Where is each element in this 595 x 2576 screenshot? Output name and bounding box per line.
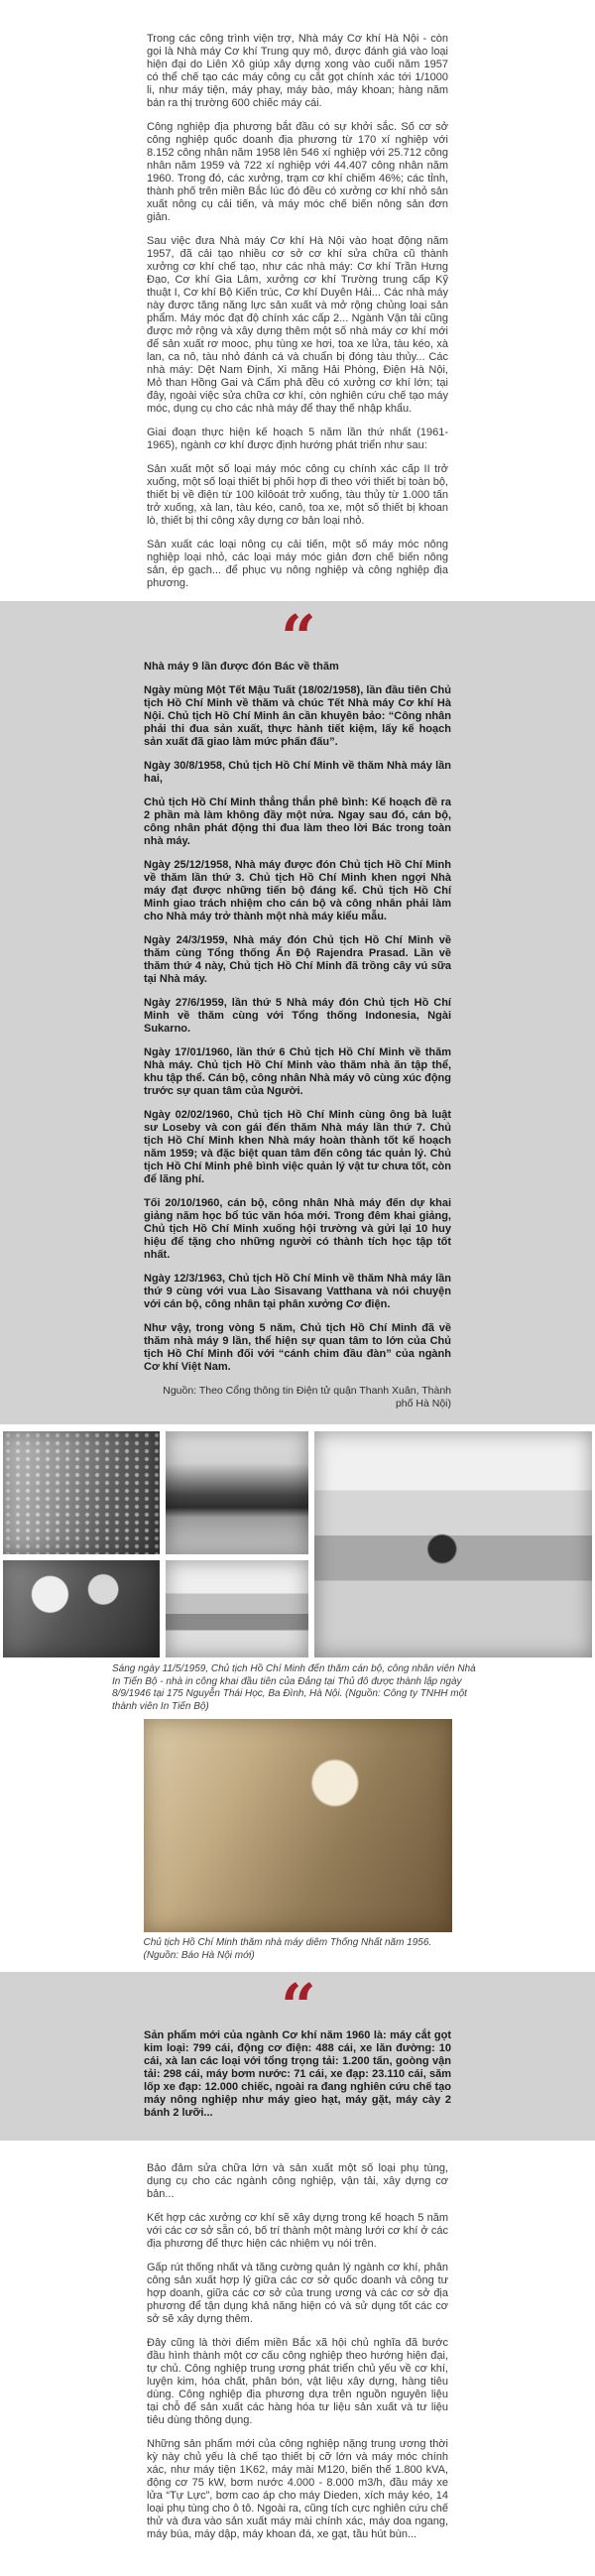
quote-paragraph: Chủ tịch Hồ Chí Minh thẳng thắn phê bình: Kế hoạch đề ra 2 phần mà làm không đầy một nửa. Ngay sau đó, cán bộ, công nhân phát động thi đua làm theo lời Bác trong toàn nhà máy.	[144, 797, 451, 847]
quote-section-visits	[0, 601, 595, 1424]
quote-section-products	[0, 1972, 595, 2141]
closing-paragraph: Gấp rút thống nhất và tăng cường quản lý ngành cơ khí, phân công sản xuất hợp lý giữa các cơ sở quốc doanh và công tư hợp doanh, giữa các cơ sở của trung ương và các cơ sở địa phương để tận dụng khả năng hiện có và sử dụng tốt các cơ sở sẽ xây dựng thêm.	[147, 2262, 448, 2325]
quote-section-heading: Nhà máy 9 lần được đón Bác về thăm	[144, 661, 339, 673]
quote-paragraph: Ngày 27/6/1959, lần thứ 5 Nhà máy đón Chủ tịch Hồ Chí Minh về thăm cùng với Tổng thống Indonesia, Ngài Sukarno.	[144, 997, 451, 1035]
quote-paragraph: Ngày mùng Một Tết Mậu Tuất (18/02/1958), lần đầu tiên Chủ tịch Hồ Chí Minh về thăm và chúc Tết Nhà máy Cơ khí Hà Nội. Chủ tịch Hồ Chí Minh ân cần khuyên bảo: “Công nhân phải thi đua sản xuất, thực hành tiết kiệm, lấy kế hoạch sản xuất đã giao làm mức phấn đấu”.	[144, 684, 451, 748]
quote-paragraph: Sản phẩm mới của ngành Cơ khí năm 1960 là: máy cắt gọt kim loại: 799 cái, động cơ điện: 488 cái, xe lăn đường: 10 cái, xà lan các loại với tổng trọng tải: 1.200 tấn, goòng vận tải: 298 cái, máy bơm nước: 71 cái, xe đạp: 23.110 cái, săm lốp xe đạp: 12.000 chiếc, ngoài ra đang nghiên cứu chế tạo máy nông nghiệp như máy gieo hạt, máy gặt, máy cày 2 bánh 2 lưỡi...	[144, 2029, 451, 2119]
single-photo-caption-line1: Chủ tịch Hồ Chí Minh thăm nhà máy diêm Thống Nhất năm 1956.	[143, 1937, 432, 1948]
quote-source-credit: Nguồn: Theo Cổng thông tin Điện tử quận Thanh Xuân, Thành phố Hà Nội)	[163, 1385, 451, 1410]
photo-ho-chi-minh-visiting-workshop	[314, 1431, 592, 1657]
open-quote-icon: “	[281, 601, 314, 674]
photo-ho-chi-minh-speaking-to-crowd	[3, 1431, 160, 1554]
single-photo-caption	[144, 1937, 452, 1962]
quote-paragraph: Ngày 12/3/1963, Chủ tịch Hồ Chí Minh về thăm Nhà máy lần thứ 9 cùng với vua Lào Sisavang Vatthana và nói chuyện với cán bộ, công nhân tại phân xưởng Cơ điện.	[144, 1273, 451, 1310]
closing-paragraph: Những sản phẩm mới của công nghiệp nặng trung ương thời kỳ này chủ yếu là chế tạo thiết bị cỡ lớn và máy móc chính xác, như máy tiện 1K62, máy mài M120, biến thế 1.800 kVA, động cơ 75 kW, bơm nước 4.000 - 8.000 m3/h, đầu máy xe lửa “Tự Lực”, bơm cao áp cho máy Dieden, xích máy kéo, 14 loại phụ tùng cho ô tô. Ngoài ra, cũng tích cực nghiên cứu chế thử và đưa vào sản xuất máy mài chính xác, máy doa ngang, máy búa, máy dập, máy khoan đá, xe gạt, tầu hút bùn...	[147, 2438, 448, 2540]
photo-collage	[0, 1431, 595, 1657]
photo-factory-floor-with-machine	[166, 1560, 308, 1657]
intro-paragraph: Trong các công trình viện trợ, Nhà máy Cơ khí Hà Nội - còn gọi là Nhà máy Cơ khí Trung quy mô, được đánh giá vào loại hiện đại do Liên Xô giúp xây dựng xong vào cuối năm 1957 có thể chế tạo các máy công cụ cắt gọt chính xác tới 1/1000 li, như máy tiện, máy phay, máy bào, máy khoan; hàng năm bán ra thị trường 600 chiếc máy cái.	[147, 33, 448, 109]
quote-paragraph: Ngày 25/12/1958, Nhà máy được đón Chủ tịch Hồ Chí Minh về thăm lần thứ 3. Chủ tịch Hồ Chí Minh khen ngợi Nhà máy đạt được những tiến bộ đáng kể. Chủ tịch Hồ Chí Minh giao trách nhiệm cho cán bộ và công nhân phải làm cho Nhà máy trở thành một nhà máy kiểu mẫu.	[144, 859, 451, 922]
quote-paragraph: Ngày 24/3/1959, Nhà máy đón Chủ tịch Hồ Chí Minh về thăm cùng Tổng thống Ấn Độ Rajendra Prasad. Lần về thăm thứ 4 này, Chủ tịch Hồ Chí Minh đã trồng cây vú sữa tại Nhà máy.	[144, 934, 451, 985]
photo-ho-chi-minh-with-group-of-workers	[3, 1560, 160, 1657]
closing-paragraph: Kết hợp các xưởng cơ khí sẽ xây dựng trong kế hoạch 5 năm với các cơ sở sẵn có, bố trí thành một màng lưới cơ khí ở các địa phương để thực hiện các nhiệm vụ nói trên.	[147, 2212, 448, 2250]
quote-paragraph: Ngày 30/8/1958, Chủ tịch Hồ Chí Minh về thăm Nhà máy lần hai,	[144, 760, 451, 785]
open-quote-icon: “	[281, 1970, 314, 2042]
intro-paragraph: Công nghiệp địa phương bắt đầu có sự khởi sắc. Số cơ sở công nghiệp quốc doanh địa phương từ 170 xí nghiệp với 8.152 công nhân năm 1958 lên 546 xí nghiệp với 25.712 công nhân năm 1959 và 722 xí nghiệp với 44.407 công nhân năm 1960. Trong đó, các xưởng, trạm cơ khí chiếm 46%; các tỉnh, thành phố trên miền Bắc lúc đó đều có xưởng cơ khí nhỏ sản xuất nông cụ cải tiến, và máy móc chế biến nông sản đơn giản.	[147, 121, 448, 223]
photo-ho-chi-minh-match-factory-visit	[144, 1719, 452, 1932]
closing-paragraph: Bảo đảm sửa chữa lớn và sản xuất một số loại phụ tùng, dụng cụ cho các ngành công nghiệp, vận tải, xây dựng cơ bản...	[147, 2162, 448, 2200]
intro-paragraph: Sau việc đưa Nhà máy Cơ khí Hà Nội vào hoạt động năm 1957, đã cải tạo nhiều cơ sở cơ khí sửa chữa cũ thành xưởng cơ khí chế tạo, như các nhà máy: Cơ khí Trần Hưng Đạo, Cơ khí Gia Lâm, xưởng cơ khí Trường trung cấp Kỹ thuật I, Cơ khí Bộ Kiến trúc, Cơ khí Duyên Hải... Các nhà máy này được tăng năng lực sản xuất và mở rộng chủng loại sản phẩm. Máy móc đạt độ chính xác cấp 2... Ngành Vận tải cũng được mở rộng và xây dựng thêm một số nhà máy cơ khí mới để sản xuất rơ mooc, phụ tùng xe hơi, toa xe lửa, tàu kéo, xà lan, ca nô, tàu nhỏ đánh cá và chuẩn bị đóng tàu thủy... Các nhà máy: Dệt Nam Định, Xi măng Hải Phòng, Điện Hà Nội, Mỏ than Hồng Gai và Cẩm phả đều có xưởng cơ khí lớn; tại đây, ngoài việc sửa chữa cơ khí, còn nghiên cứu chế tạo máy móc, dụng cụ cho các nhà máy để thay thế nhập khẩu.	[147, 235, 448, 415]
intro-paragraph: Sản xuất một số loại máy móc công cụ chính xác cấp II trở xuống, một số loại thiết bị phối hợp đi theo với thiết bị toàn bộ, thiết bị về điện từ 100 kilôoát trở xuống, tàu thủy từ 1.000 tấn trở xuống, xà lan, tàu kéo, canô, toa xe, một số thiết bị khoan lò, thiết bị thi công xây dựng cơ bản loại nhỏ.	[147, 463, 448, 527]
quote-paragraph: Tối 20/10/1960, cán bộ, công nhân Nhà máy đến dự khai giảng năm học bổ túc văn hóa mới. Trong đêm khai giảng, Chủ tịch Hồ Chí Minh xuống hội trường và gửi lại 10 huy hiệu để tặng cho những người có thành tích học tập tốt nhất.	[144, 1197, 451, 1261]
quote-paragraph: Ngày 02/02/1960, Chủ tịch Hồ Chí Minh cùng ông bà luật sư Loseby và con gái đến thăm Nhà máy lần thứ 7. Chủ tịch Hồ Chí Minh khen Nhà máy hoàn thành tốt kế hoạch năm 1959; và đặc biệt quan tâm đến công tác quản lý. Chủ tịch Hồ Chí Minh phê bình việc quản lý vật tư chưa tốt, còn để lãng phí.	[144, 1109, 451, 1185]
quote-paragraph: Như vậy, trong vòng 5 năm, Chủ tịch Hồ Chí Minh đã về thăm nhà máy 9 lần, thể hiện sự quan tâm to lớn của Chủ tịch Hồ Chí Minh đối với “cánh chim đầu đàn” của ngành Cơ khí Việt Nam.	[144, 1322, 451, 1373]
photo-workers-around-printing-press	[166, 1431, 308, 1554]
single-photo-caption-line2: (Nguồn: Báo Hà Nội mới)	[143, 1949, 255, 1961]
photo-collage-caption: Sáng ngày 11/5/1959, Chủ tịch Hồ Chí Minh đến thăm cán bộ, công nhân viên Nhà In Tiến Bộ - nhà in công khai đầu tiên của Đảng tại Thủ đô được thành lập ngày 8/9/1946 tại 175 Nguyễn Thái Học, Ba Đình, Hà Nội. (Nguồn: Công ty TNHH một thành viên In Tiến Bộ)	[112, 1663, 476, 1712]
closing-section	[0, 2141, 595, 2576]
intro-paragraph: Giai đoạn thực hiện kế hoạch 5 năm lần thứ nhất (1961-1965), ngành cơ khí được định hướng phát triển như sau:	[147, 427, 448, 451]
closing-paragraph: Đây cũng là thời điểm miền Bắc xã hội chủ nghĩa đã bước đầu hình thành một cơ cấu công nghiệp theo hướng hiện đại, tự chủ. Công nghiệp trung ương phát triển chủ yếu về cơ khí, luyện kim, hóa chất, phân bón, vật liệu xây dựng, hàng tiêu dùng. Công nghiệp địa phương dựa trên nguồn nguyên liệu tại chỗ để sản xuất các hàng hóa tư liệu sản xuất và tư liệu tiêu dùng thông dụng.	[147, 2337, 448, 2426]
quote-paragraph: Ngày 17/01/1960, lần thứ 6 Chủ tịch Hồ Chí Minh về thăm Nhà máy. Chủ tịch Hồ Chí Minh vào thăm nhà ăn tập thể, khu tập thể. Cán bộ, công nhân Nhà máy vô cùng xúc động trước sự quan tâm của Người.	[144, 1046, 451, 1097]
intro-section	[0, 0, 595, 590]
intro-paragraph: Sản xuất các loại nông cụ cải tiến, một số máy móc nông nghiệp loại nhỏ, các loại máy móc giản đơn chế biến nông sản, ép gạch... để phục vụ nông nghiệp và công nghiệp địa phương.	[147, 539, 448, 589]
